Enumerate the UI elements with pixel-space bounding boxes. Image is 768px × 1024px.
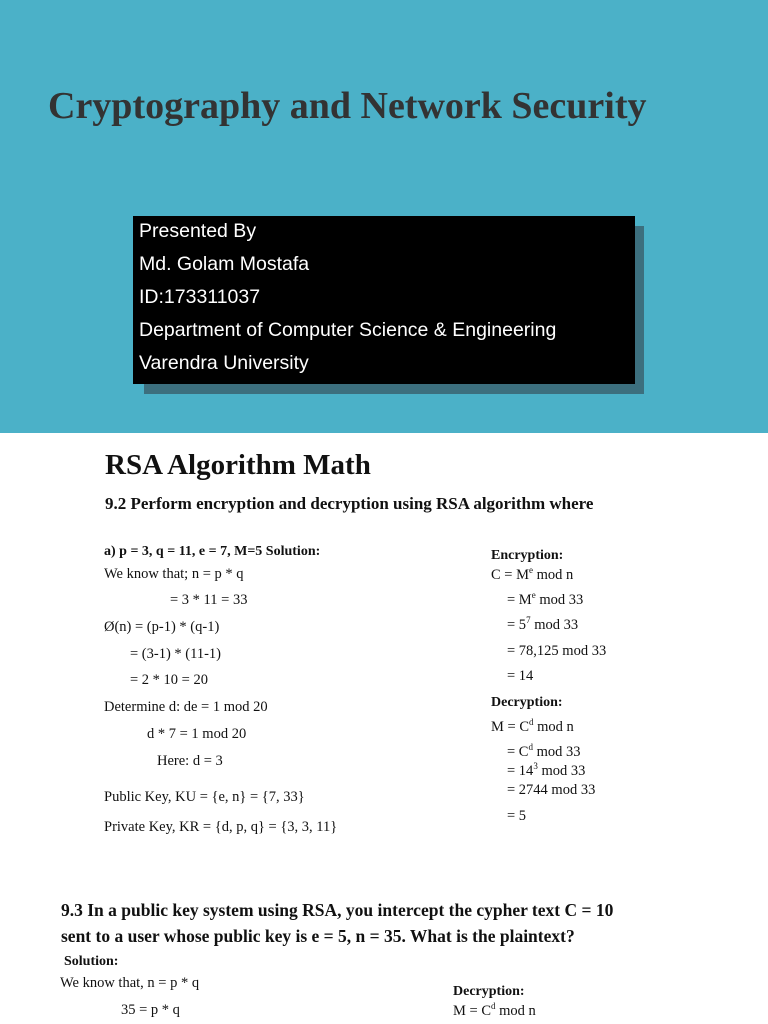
solution-label: Solution: (64, 954, 119, 969)
question-9-2: 9.2 Perform encryption and decryption using RSA algorithm where (105, 494, 594, 513)
math-line: We know that; n = p * q (104, 566, 244, 582)
decryption-line: = $14^3$ mod 33 (507, 761, 586, 779)
math-line: Determine d: de = 1 mod 20 (104, 699, 268, 715)
presenter-box (133, 216, 635, 384)
decryption-line: = $C^d$ mod 33 (507, 742, 581, 760)
private-key-line: Private Key, KR = {d, p, q} = {3, 3, 11} (104, 819, 338, 835)
encryption-line: = $5^7$ mod 33 (507, 615, 579, 633)
decryption-line: = 2744 mod 33 (507, 782, 596, 798)
encryption-line: = 78,125 mod 33 (507, 643, 607, 659)
part-a-heading: a) p = 3, q = 11, e = 7, M=5 Solution: (104, 544, 321, 559)
q3-math-line: 35 = p * q (121, 1002, 180, 1018)
section-title: RSA Algorithm Math (105, 449, 371, 481)
math-line: = (3-1) * (11-1) (130, 646, 221, 662)
question-9-3-line1: 9.3 In a public key system using RSA, you intercept the cypher text C = 10 (61, 900, 614, 920)
slide-title: Cryptography and Network Security (48, 85, 647, 127)
decryption-line: $M = C^d$ mod n (491, 717, 574, 735)
q3-math-line: We know that, n = p * q (60, 975, 200, 991)
q3-decryption-line: $M = C^d$ mod n (453, 1001, 536, 1019)
math-line: Here: d = 3 (157, 753, 223, 769)
encryption-line: $C = M^e$ mod n (491, 565, 574, 583)
decryption-result: = 5 (507, 808, 527, 824)
presenter-label: Presented By (139, 220, 257, 242)
title-slide (0, 0, 768, 433)
math-line: = 2 * 10 = 20 (130, 672, 208, 688)
public-key-line: Public Key, KU = {e, n} = {7, 33} (104, 789, 305, 805)
presenter-department: Department of Computer Science & Engineering (139, 319, 557, 341)
q3-decryption-label: Decryption: (453, 984, 525, 999)
encryption-label: Encryption: (491, 548, 564, 563)
encryption-line: = $M^e$ mod 33 (507, 590, 584, 608)
math-line: Ø(n) = (p-1) * (q-1) (104, 619, 220, 635)
math-line: = 3 * 11 = 33 (170, 592, 248, 608)
decryption-label: Decryption: (491, 695, 563, 710)
question-9-3-line2: sent to a user whose public key is e = 5, n = 35. What is the plaintext? (61, 926, 575, 946)
presenter-name: Md. Golam Mostafa (139, 253, 310, 275)
math-line: d * 7 = 1 mod 20 (147, 726, 247, 742)
presenter-university: Varendra University (139, 352, 309, 374)
encryption-result: = 14 (507, 668, 534, 684)
presenter-id: ID:173311037 (139, 286, 261, 308)
